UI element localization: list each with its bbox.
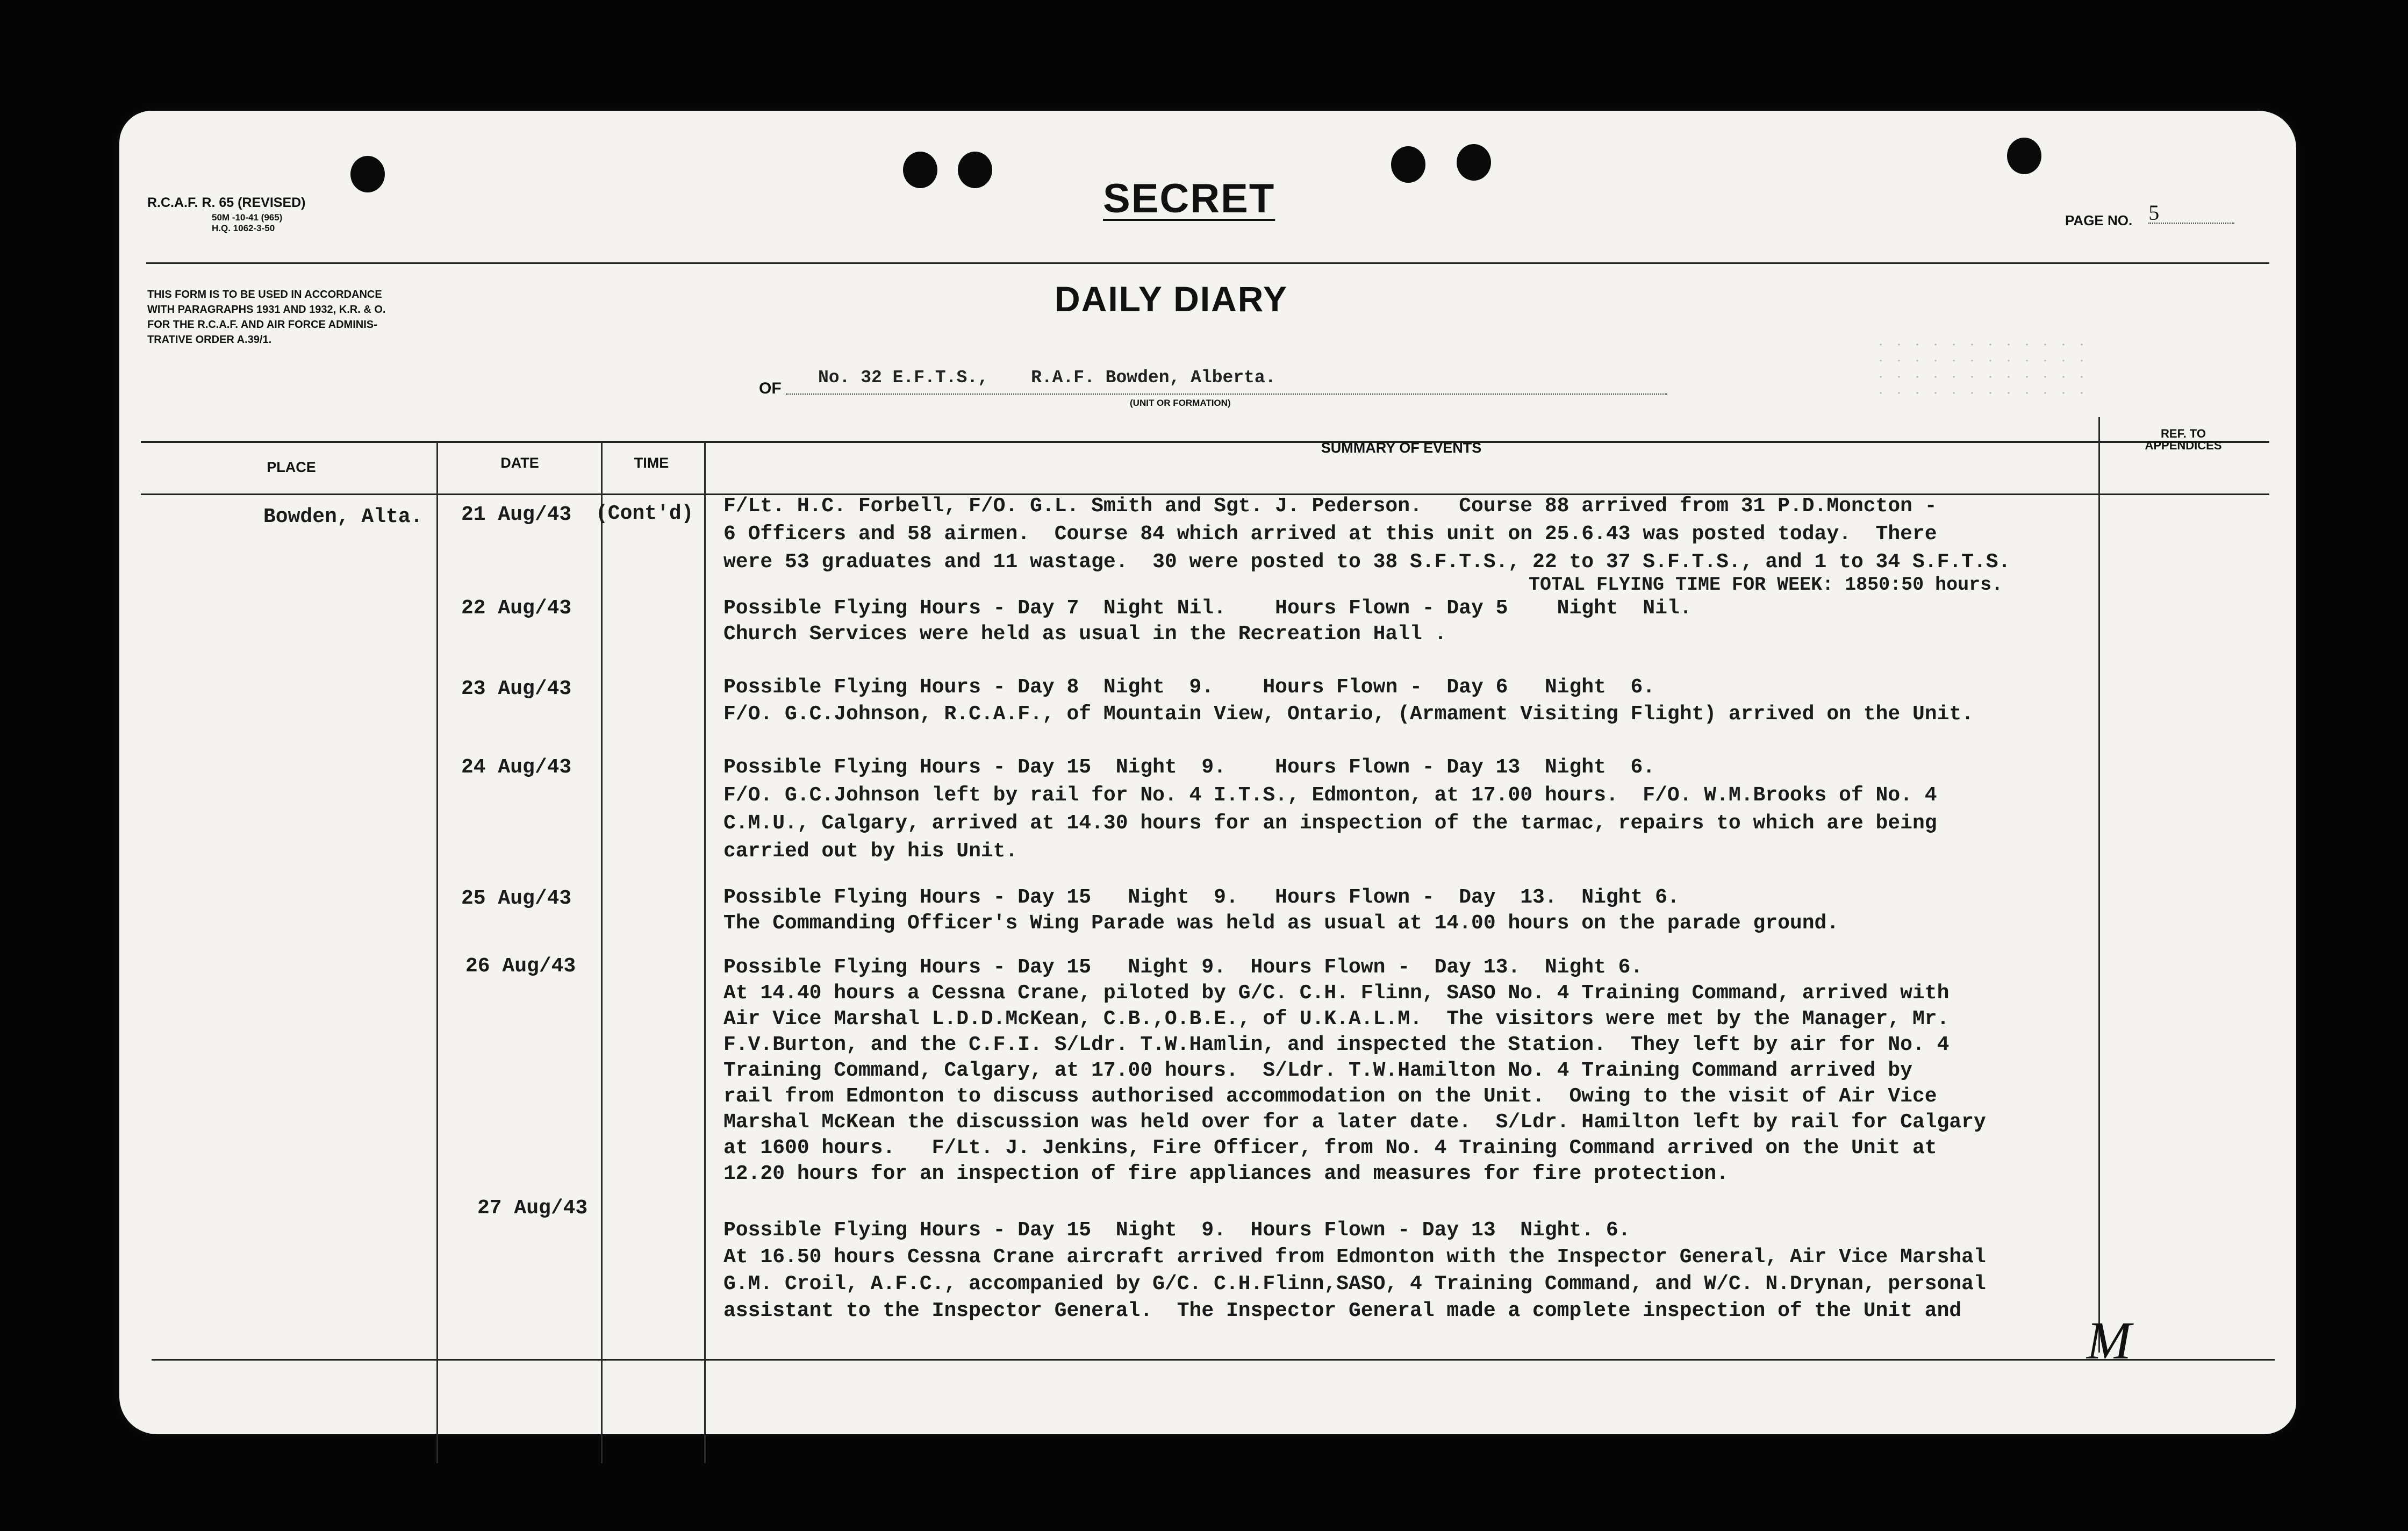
unit-field: No. 32 E.F.T.S., R.A.F. Bowden, Alberta. bbox=[818, 368, 1276, 388]
handwritten-initials: M bbox=[2087, 1311, 2132, 1370]
entry-summary: Possible Flying Hours - Day 8 Night 9. Hours Flown - Day 6 Night 6. F/O. G.C.Johnson, R.C.A.F., of Mountain View, Ontario, (Armament Visiting Flight) arrived on the Unit. bbox=[723, 676, 1974, 726]
authority-line: TRATIVE ORDER A.39/1. bbox=[147, 334, 272, 346]
print-code: 50M -10-41 (965) bbox=[212, 212, 283, 223]
entry-summary: F/Lt. H.C. Forbell, F/O. G.L. Smith and Sgt. J. Pederson. Course 88 arrived from 31 P.D.Moncton - 6 Officers and 58 airmen. Course 84 which arrived at this unit on 25.6.43 was posted today. There were 53 graduates and 11 wastage. 30 were posted to 38 S.F.T.S., 22 to 37 S.F.T.S., and 1 to 34 S.F.T.S. bbox=[723, 495, 2011, 574]
date-cell: 26 Aug/43 bbox=[465, 955, 576, 978]
date-cell: 27 Aug/43 bbox=[477, 1197, 588, 1220]
entry-summary: Possible Flying Hours - Day 7 Night Nil. Hours Flown - Day 5 Night Nil. Church Services were held as usual in the Recreation Hall . bbox=[723, 597, 1692, 646]
weekly-total: TOTAL FLYING TIME FOR WEEK: 1850:50 hours. bbox=[1529, 574, 2003, 596]
punch-hole bbox=[958, 152, 992, 188]
column-divider bbox=[436, 442, 438, 1463]
of-label: OF bbox=[759, 380, 782, 397]
punch-hole bbox=[350, 156, 385, 192]
page-number-value: 5 bbox=[2148, 201, 2160, 225]
date-cell: 22 Aug/43 bbox=[461, 597, 572, 620]
punch-hole bbox=[2007, 138, 2041, 174]
form-identifier bbox=[147, 195, 306, 235]
print-code: H.Q. 1062-3-50 bbox=[212, 223, 275, 233]
page-label: PAGE NO. bbox=[2065, 212, 2133, 228]
place-cell: Bowden, Alta. bbox=[263, 505, 423, 528]
header-divider bbox=[146, 262, 2269, 264]
form-title: DAILY DIARY bbox=[1055, 279, 1288, 319]
date-cell: 24 Aug/43 bbox=[461, 756, 572, 779]
column-header-time: TIME bbox=[634, 455, 669, 471]
column-divider bbox=[2098, 417, 2100, 1353]
diary-form-card bbox=[119, 111, 2296, 1434]
date-cell: 23 Aug/43 bbox=[461, 677, 572, 700]
authority-line: THIS FORM IS TO BE USED IN ACCORDANCE bbox=[147, 289, 382, 301]
punch-hole bbox=[1391, 146, 1425, 183]
unit-caption: (UNIT OR FORMATION) bbox=[1130, 398, 1231, 408]
column-header-ref: REF. TO APPENDICES bbox=[2145, 427, 2222, 452]
column-divider bbox=[704, 442, 706, 1463]
authority-line: WITH PARAGRAPHS 1931 AND 1932, K.R. & O. bbox=[147, 304, 386, 316]
unit-field-line bbox=[786, 394, 1667, 395]
time-cell: (Cont'd) bbox=[596, 502, 694, 525]
column-divider bbox=[601, 442, 603, 1463]
speckle-mark bbox=[1872, 337, 2087, 401]
date-cell: 21 Aug/43 bbox=[461, 503, 572, 526]
classification-stamp: SECRET bbox=[1103, 176, 1275, 221]
entry-summary: Possible Flying Hours - Day 15 Night 9. Hours Flown - Day 13. Night 6. The Commanding Officer's Wing Parade was held as usual at 14.00 hours on the parade ground. bbox=[723, 886, 1839, 935]
column-header-place: PLACE bbox=[267, 459, 316, 475]
page-number bbox=[2065, 201, 2160, 231]
date-cell: 25 Aug/43 bbox=[461, 887, 572, 910]
authority-line: FOR THE R.C.A.F. AND AIR FORCE ADMINIS- bbox=[147, 319, 377, 331]
table-bottom-rule bbox=[152, 1359, 2275, 1361]
entry-summary: Possible Flying Hours - Day 15 Night 9. Hours Flown - Day 13 Night 6. F/O. G.C.Johnson left by rail for No. 4 I.T.S., Edmonton, at 17.00 hours. F/O. W.M.Brooks of No. 4 C.M.U., Calgary, arrived at 14.30 hours for an inspection of the tarmac, repairs to which are being carried out by his Unit. bbox=[723, 756, 1937, 863]
column-header-date: DATE bbox=[500, 455, 539, 471]
punch-hole bbox=[903, 152, 937, 188]
form-id-text: R.C.A.F. R. 65 (REVISED) bbox=[147, 195, 306, 210]
entry-summary: Possible Flying Hours - Day 15 Night 9. Hours Flown - Day 13. Night 6. At 14.40 hours a Cessna Crane, piloted by G/C. C.H. Flinn, SASO No. 4 Training Command, arrived with Air Vice Marshal L.D.D.McKean, C.B.,O.B.E., of U.K.A.L.M. The visitors were met by the Manager, Mr. F.V.Burton, and the C.F.I. S/Ldr. T.W.Hamlin, and inspected the Station. They left by air for No. 4 Training Command, Calgary, at 17.00 hours. S/Ldr. T.W.Hamilton No. 4 Training Command arrived by rail from Edmonton to discuss authorised accommodation on the Unit. Owing to the visit of Air Vice Marshal McKean the discussion was held over for a later date. S/Ldr. Hamilton left by rail for Calgary at 1600 hours. F/Lt. J. Jenkins, Fire Officer, from No. 4 Training Command arrived on the Unit at 12.20 hours for an inspection of fire appliances and measures for fire protection. bbox=[723, 956, 1986, 1185]
column-header-summary: SUMMARY OF EVENTS bbox=[1321, 440, 1482, 456]
entry-summary: Possible Flying Hours - Day 15 Night 9. Hours Flown - Day 13 Night. 6. At 16.50 hours Cessna Crane aircraft arrived from Edmonton with the Inspector General, Air Vice Marshal G.M. Croil, A.F.C., accompanied by G/C. C.H.Flinn,SASO, 4 Training Command, and W/C. N.Drynan, personal assistant to the Inspector General. The Inspector General made a complete inspection of the Unit and bbox=[723, 1219, 1986, 1322]
authority-note bbox=[147, 287, 556, 347]
punch-hole bbox=[1457, 144, 1491, 181]
page-number-line bbox=[2148, 223, 2234, 224]
